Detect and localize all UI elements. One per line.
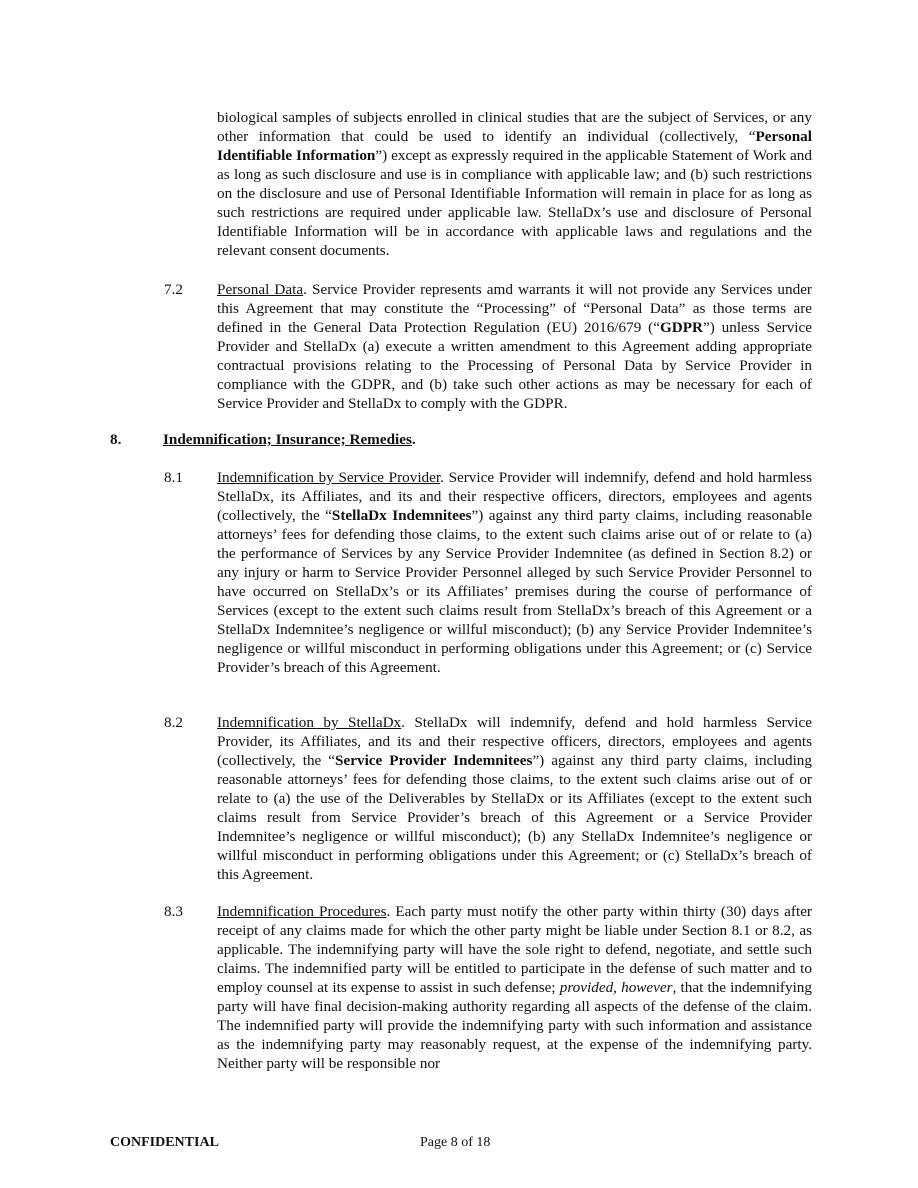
section-number-8-2: 8.2: [164, 714, 183, 731]
defined-term: StellaDx Indemnitees: [331, 507, 472, 524]
section-number-8-3: 8.3: [164, 903, 183, 920]
paragraph-text: ”) unless Service Provider and StellaDx (a) execute a written amendment to this Agreement adding appropriate contractual provisions relating to the Processing of Personal Data by Service Provider in compliance with the GDPR, and (b) take such other actions as may be necessary for each of Service Provider and StellaDx to comply with the GDPR.: [217, 319, 813, 412]
section-7-2-personal-data: [217, 280, 812, 413]
defined-term: GDPR: [659, 319, 703, 336]
defined-term: Personal Identifiable Information: [217, 128, 812, 164]
paragraph-text: . Service Provider represents amd warrants it will not provide any Services under this Agreement that may constitute the “Processing” of “Personal Data” as those terms are defined in the General Data Protection Regulation (EU) 2016/679 (“: [217, 281, 812, 336]
italic-phrase: provided, however: [559, 979, 673, 996]
footer-confidential: CONFIDENTIAL: [110, 1135, 219, 1150]
defined-term: Service Provider Indemnitees: [335, 752, 533, 769]
paragraph-text: . StellaDx will indemnify, defend and hold harmless Service Provider, its Affiliates, and its and their respective officers, directors, employees and agents (collectively, the “: [217, 714, 812, 769]
section-8-1-indemnification-by-service-provider: [217, 468, 812, 677]
paragraph-text: biological samples of subjects enrolled in clinical studies that are the subject of Services, or any other information that could be used to identify an individual (collectively, “: [217, 109, 812, 145]
paragraph-text: . Each party must notify the other party within thirty (30) days after receipt of any claims made for which the other party might be liable under Section 8.1 or 8.2, as applicable. The indemnifying party will have the sole right to defend, negotiate, and settle such claims. The indemnified party will be entitled to participate in the defense of such matter and to employ counsel at its expense to assist in such defense;: [217, 903, 812, 996]
paragraph-text: ”) against any third party claims, including reasonable attorneys’ fees for defending those claims, to the extent such claims arise out of or relate to (a) the use of the Deliverables by StellaDx or its Affiliates (except to the extent such claims result from Service Provider’s breach of this Agreement or a Service Provider Indemnitee’s negligence or willful misconduct); (b) any StellaDx Indemnitee’s negligence or willful misconduct in performing obligations under this Agreement; or (c) StellaDx’s breach of this Agreement.: [217, 752, 812, 883]
paragraph-text: , that the indemnifying party will have final decision-making authority regarding all aspects of the defense of the claim. The indemnified party will provide the indemnifying party with such information and assistance as the indemnifying party may reasonably request, at the expense of the indemnifying party. Neither party will be responsible nor: [217, 979, 812, 1072]
section-heading: Indemnification by StellaDx: [217, 714, 402, 731]
section-number-8: 8.: [110, 431, 122, 448]
section-heading: Indemnification Procedures: [217, 903, 387, 920]
section-heading-text: Indemnification; Insurance; Remedies: [163, 431, 412, 448]
paragraph-personal-identifiable-information: [217, 108, 812, 260]
paragraph-text: ”) against any third party claims, including reasonable attorneys’ fees for defending those claims, to the extent such claims arise out of or relate to (a) the performance of Services by any Service Provider Indemnitee (as defined in Section 8.2) or any injury or harm to Service Provider Personnel alleged by such Service Provider Personnel to have occurred on StellaDx’s or its Affiliates’ premises during the course of performance of Services (except to the extent such claims result from StellaDx’s breach of this Agreement or a StellaDx Indemnitee’s negligence or willful misconduct); (b) any Service Provider Indemnitee’s negligence or willful misconduct in performing obligations under this Agreement; or (c) Service Provider’s breach of this Agreement.: [217, 507, 812, 676]
section-heading: Personal Data: [217, 281, 304, 298]
section-8-3-indemnification-procedures: [217, 902, 812, 1073]
section-number-8-1: 8.1: [164, 469, 183, 486]
paragraph-text: . Service Provider will indemnify, defend and hold harmless StellaDx, its Affiliates, and its and their respective officers, directors, employees and agents (collectively, the “: [217, 469, 812, 524]
footer-page-number: Page 8 of 18: [420, 1135, 491, 1150]
section-8-heading: [163, 430, 416, 449]
section-8-2-indemnification-by-stelladx: [217, 713, 812, 884]
section-number-7-2: 7.2: [164, 281, 183, 298]
section-heading-period: .: [411, 431, 416, 448]
section-heading: Indemnification by Service Provider: [217, 469, 441, 486]
paragraph-text: ”) except as expressly required in the applicable Statement of Work and as long as such disclosure and use is in compliance with applicable law; and (b) such restrictions on the disclosure and use of Personal Identifiable Information will remain in place for as long as such restrictions are required under applicable law. StellaDx’s use and disclosure of Personal Identifiable Information will be in accordance with applicable laws and regulations and the relevant consent documents.: [217, 147, 812, 259]
